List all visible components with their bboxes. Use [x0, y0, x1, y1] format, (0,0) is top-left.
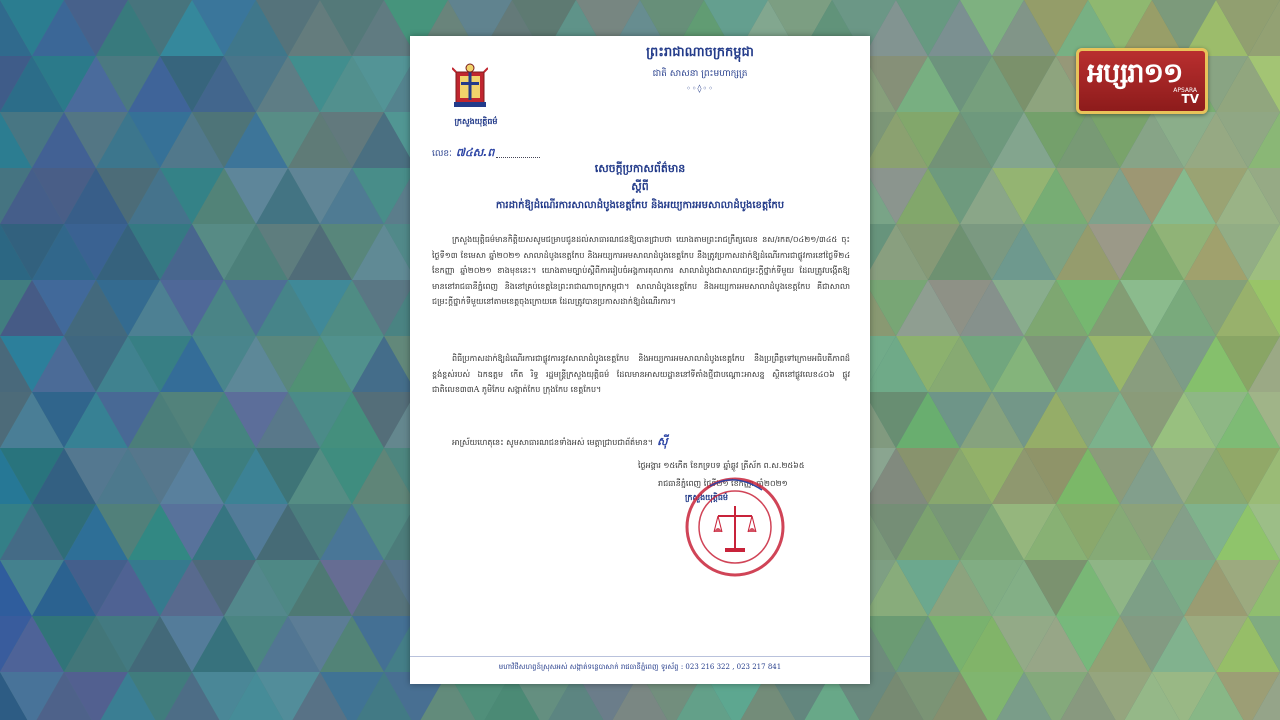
channel-name: អប្សរា	[1087, 58, 1144, 89]
ministry-name: ក្រសួងយុត្តិធម៌	[454, 116, 498, 126]
kingdom-heading: ព្រះរាជាណាចក្រកម្ពុជា	[646, 45, 754, 60]
document-subtitle: ស្តីពី	[631, 180, 649, 193]
official-seal-icon	[680, 472, 790, 582]
reference-label: លេខៈ	[432, 149, 452, 159]
paragraph-1: ក្រសួងយុត្តិធម៌មានកិត្តិយសសូមជម្រាបជូនដល់សាធារណជនឱ្យបានជ្រាបថា យោងតាមព្រះរាជក្រឹត្យលេខ នស/រកត/០៤២១/៣៤៥ ចុះថ្ងៃទី១៣ ខែមេសា ឆ្នាំ២០២១ សាលាដំបូងខេត្តកែប និងអយ្យការអមសាលាដំបូងខេត្តកែប នឹងត្រូវប្រកាសដាក់ឱ្យដំណើរការជាផ្លូវការនៅថ្ងៃទី២៤ ខែកញ្ញា ឆ្នាំ២០២១ ខាងមុខនេះ។ យោងតាមច្បាប់ស្តីពីការរៀបចំអង្គការតុលាការ សាលាដំបូងជាសាលាជម្រះក្តីថ្នាក់ទីមួយ ដែលត្រូវបង្កើតឱ្យមាននៅរាជធានីភ្នំពេញ និងនៅគ្រប់ខេត្តនៃព្រះរាជាណាចក្រកម្ពុជា។ សាលាដំបូងខេត្តកែប និងអយ្យការអមសាលាដំបូងខេត្តកែប គឺជាសាលាជម្រះក្តីថ្នាក់ទីមួយនៅតាមខេត្តចុងក្រោយគេ ដែលត្រូវបានប្រកាសដាក់ឱ្យដំណើរការ។	[432, 235, 850, 306]
ornament: ◦◦◊◦◦	[686, 84, 714, 93]
lunar-date: ថ្ងៃអង្គារ ១៥កើត ខែភទ្របទ ឆ្នាំឆ្លូវ ត្រីស័ក ព.ស.២៥៦៥	[638, 461, 805, 470]
document-title: សេចក្តីប្រកាសព័ត៌មាន	[594, 162, 686, 175]
paragraph-2: ពិធីប្រកាសដាក់ឱ្យដំណើរការជាផ្លូវការនូវសាលាដំបូងខេត្តកែប និងអយ្យការអមសាលាដំបូងខេត្តកែប នឹងប្រព្រឹត្តទៅក្រោមអធិបតីភាពដ៏ខ្ពង់ខ្ពស់របស់ ឯកឧត្តម កើត រិទ្ធ រដ្ឋមន្ត្រីក្រសួងយុត្តិធម៌ ដែលមានអាសយដ្ឋាននៅទីតាំងថ្មីជាបណ្តោះអាសន្ន ស្ថិតនៅផ្លូវលេខ៤០៦ ផ្លូវជាតិលេខ៣៣A ភូមិកែប សង្កាត់កែប ក្រុងកែប ខេត្តកែប។	[432, 354, 850, 394]
press-release-document	[410, 36, 870, 684]
motto: ជាតិ សាសនា ព្រះមហាក្សត្រ	[652, 69, 748, 79]
reference-number	[432, 146, 540, 162]
channel-logo-sub: APSARA	[1173, 87, 1197, 94]
channel-logo	[1076, 48, 1208, 114]
channel-logo-tv: TV	[1181, 92, 1199, 106]
closing-text: អាស្រ័យហេតុនេះ សូមសាធារណជនទាំងអស់ មេត្តាជ្រាបជាព័ត៌មាន។	[452, 438, 654, 447]
signatory-ministry: ក្រសួងយុត្តិធម៌	[685, 492, 729, 502]
channel-logo-text	[1087, 57, 1182, 96]
initials-mark: ស៊ី	[657, 435, 668, 448]
channel-number: ១១	[1143, 58, 1183, 89]
reference-dots	[496, 157, 540, 158]
reference-value: ៧៤ស.ព	[455, 146, 495, 159]
document-topic: ការដាក់ឱ្យដំណើរការសាលាដំបូងខេត្តកែប និងអយ្យការអមសាលាដំបូងខេត្តកែប	[495, 200, 785, 211]
footer-address: មហាវិថីសហព្ធន៍ស្រុសអស់ សង្កាត់ទន្លេបាសាក់ រាជធានីភ្នំពេញ ទូរស័ព្ទ : 023 216 322 , 023 217 841	[410, 656, 870, 673]
solar-date: រាជធានីភ្នំពេញ ថ្ងៃទី២១ ខែកញ្ញា ឆ្នាំ២០២១	[658, 479, 788, 488]
paragraph-3	[432, 434, 850, 451]
ministry-emblem-icon	[452, 62, 488, 112]
